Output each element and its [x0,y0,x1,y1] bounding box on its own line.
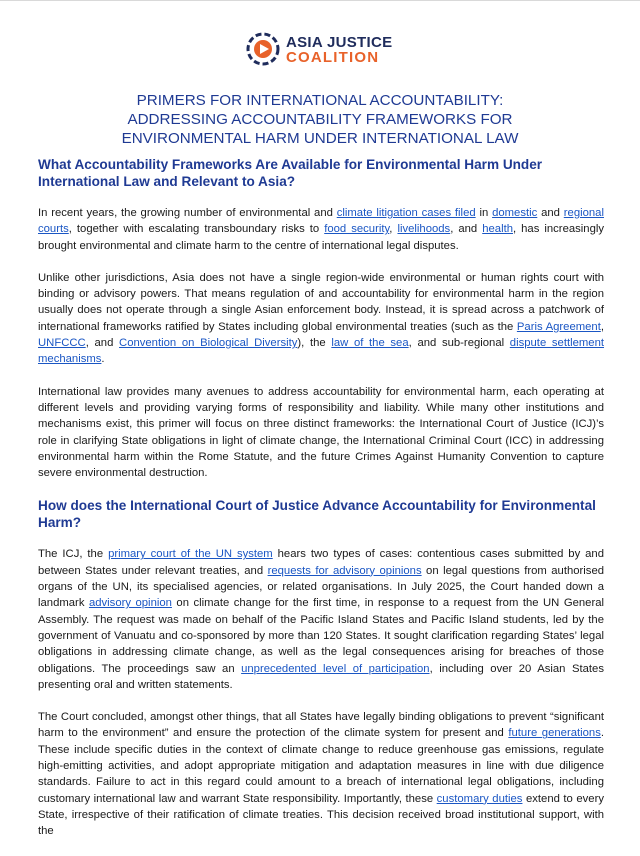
logo-line-2: COALITION [286,49,380,66]
link-primary-court-un[interactable]: primary court of the UN system [108,548,273,561]
paragraph-avenues: International law provides many avenues to address accountability for environmental harm, each operating at different levels and providing varying forms of responsibility and liability. While many other institutions and mechanisms exist, this primer will focus on three distinct frameworks: the International Court of Justice (ICJ)’s role in clarifying State obligations in light of climate change, the International Criminal Court (ICC) in addressing environmental harm within the Rome Statute, and the future Crimes Against Humanity Convention to capture severe environmental destruction. [38,385,604,480]
paragraph-icj-cases: The ICJ, the primary court of the UN system hears two types of cases: contentious cases submitted by and between States under relevant treaties, and requests for advisory opinions on legal questions from authorised organs of the UN, its specialised agencies, or related organisations. In July 2025, the Court handed down a landmark advisory opinion on climate change for the first time, in response to a request from the UN General Assembly. The request was made on behalf of the Pacific Island States and Pacific Island students, led by the government of Vanuatu and co-sponsored by more than 120 States. It sought clarification regarding States’ legal obligations in addressing climate change, as well as the legal consequences arising for breaches of those obligations. The proceedings saw an unprecedented level of participation, including over 20 Asian States presenting oral and written statements. [38,548,605,691]
link-requests-advisory-opinions[interactable]: requests for advisory opinions [267,564,422,577]
title-line-3: ENVIRONMENTAL HARM UNDER INTERNATIONAL LAW [121,130,519,147]
org-logo [0,29,640,69]
link-health[interactable]: health [482,223,513,236]
link-future-generations[interactable]: future generations [508,727,601,740]
paragraph-intro: In recent years, the growing number of environmental and climate litigation cases filed in domestic and regional courts, together with escalating transboundary risks to food security, livelihoods, and health, has increasingly brought environmental and climate harm to the centre of international legal disputes. [38,207,605,252]
link-unprecedented-participation[interactable]: unprecedented level of participation [241,662,430,675]
paragraph-asia-jurisdiction: Unlike other jurisdictions, Asia does not have a single region-wide environmental or human rights court with binding or advisory powers. That means regulation of and accountability for environmental harm in the region usually does not operate through a single Asian enforcement body. Instead, it is spread across a patchwork of international frameworks ratified by States including global environmental treaties (such as the Paris Agreement, UNFCCC, and Convention on Biological Diversity), the law of the sea, and sub-regional dispute settlement mechanisms. [38,271,605,366]
document-body [38,156,604,856]
link-dispute-settlement-mechanisms[interactable]: dispute settlement mechanisms [38,337,605,366]
section-heading-frameworks: What Accountability Frameworks Are Available for Environmental Harm Under International Law and Relevant to Asia? [38,157,543,189]
link-food-security[interactable]: food security [324,223,390,236]
link-paris-agreement[interactable]: Paris Agreement [516,320,601,333]
section-heading-icj: How does the International Court of Justice Advance Accountability for Environmental Harm? [38,498,596,531]
title-line-1: PRIMERS FOR INTERNATIONAL ACCOUNTABILITY: [136,92,504,109]
link-advisory-opinion[interactable]: advisory opinion [88,597,172,610]
link-domestic[interactable]: domestic [492,207,538,219]
link-unfccc[interactable]: UNFCCC [38,337,86,350]
coalition-logo-icon [245,31,281,67]
link-livelihoods[interactable]: livelihoods [397,223,451,236]
link-law-of-the-sea[interactable]: law of the sea [331,337,409,350]
paragraph-court-concluded: The Court concluded, amongst other things, that all States have legally binding obligations to prevent “significant harm to the environment” and ensure the protection of the climate system for present and future generations. These include specific duties in the context of climate change to reduce greenhouse gas emissions, regulate high-emitting activities, and adopt appropriate mitigation and adaptation measures in line with due diligence standards. Failure to act in this regard could amount to a breach of international legal obligations, including customary international law and warrant State responsibility. Importantly, these customary duties extend to every State, irrespective of their ratification of climate treaties. This decision received broad institutional support, with the [38,711,604,838]
link-climate-litigation-cases[interactable]: climate litigation cases filed [336,207,476,219]
link-regional-courts[interactable]: regional courts [38,207,604,236]
logo-line-1: ASIA JUSTICE [286,34,393,51]
document-title [40,91,600,148]
link-customary-duties[interactable]: customary duties [436,792,523,805]
link-convention-biological-diversity[interactable]: Convention on Biological Diversity [119,337,298,350]
title-line-2: ADDRESSING ACCOUNTABILITY FRAMEWORKS FOR [127,111,513,128]
